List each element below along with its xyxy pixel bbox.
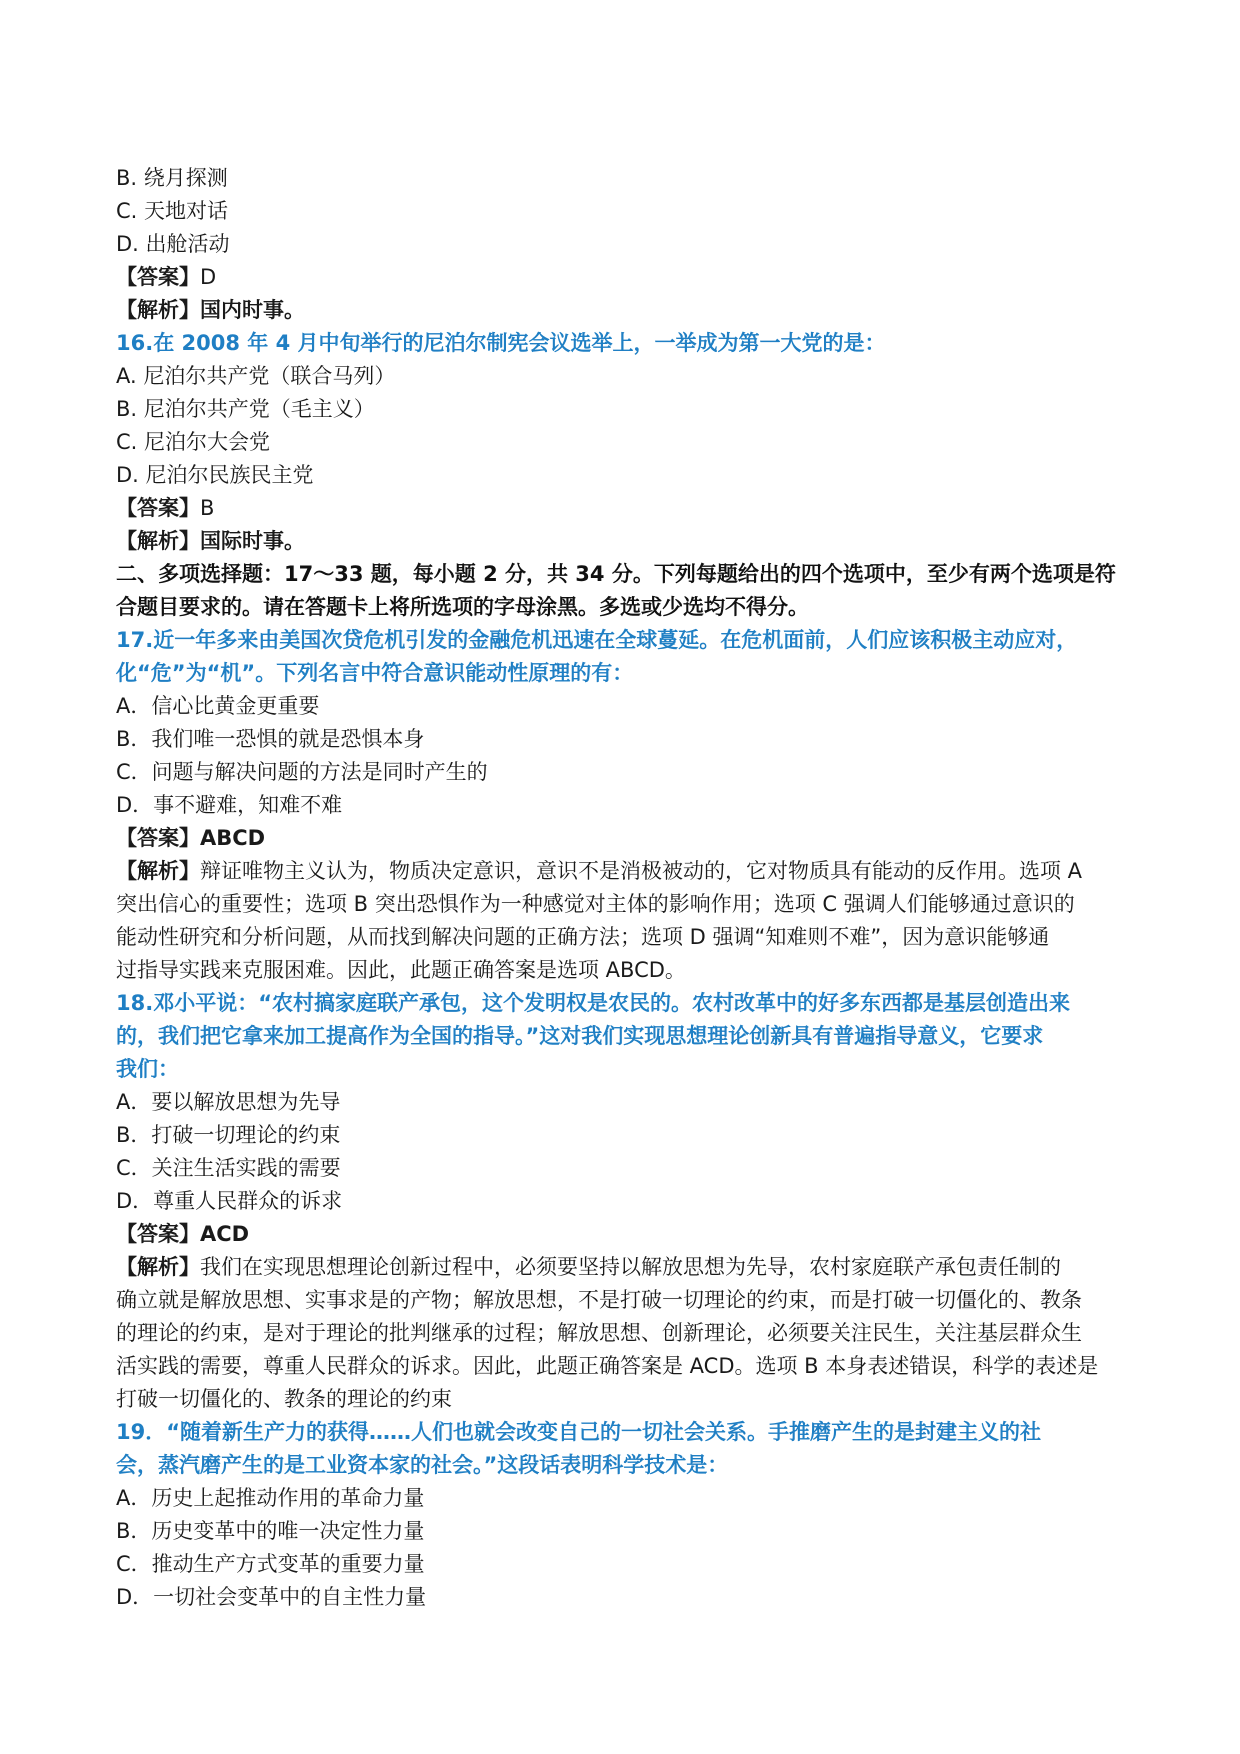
q17-option-a: A．信心比黄金更重要	[116, 694, 320, 718]
q16-question: 16.在 2008 年 4 月中旬举行的尼泊尔制宪会议选举上，一举成为第一大党的是：	[116, 331, 886, 355]
q19-question-line1: 19．“随着新生产力的获得……人们也就会改变自己的一切社会关系。手推磨产生的是封建主义的社	[116, 1420, 1042, 1444]
q17-answer	[116, 822, 1134, 855]
q18-analysis-line1	[116, 1251, 1134, 1284]
q17-option-b: B．我们唯一恐惧的就是恐惧本身	[116, 727, 425, 751]
q19-option-c: C．推动生产方式变革的重要力量	[116, 1552, 425, 1576]
analysis-text: 辩证唯物主义认为，物质决定意识，意识不是消极被动的，它对物质具有能动的反作用。选项 A	[200, 859, 1083, 883]
q16-answer	[116, 492, 1134, 525]
q18-question-line3: 我们：	[116, 1057, 179, 1081]
q16-option-b: B. 尼泊尔共产党（毛主义）	[116, 397, 375, 421]
q18-analysis-line2: 确立就是解放思想、实事求是的产物；解放思想，不是打破一切理论的约束，而是打破一切僵化的、教条	[116, 1288, 1082, 1312]
q17-question-line1: 17.近一年多来由美国次贷危机引发的金融危机迅速在全球蔓延。在危机面前，人们应该积极主动应对，	[116, 628, 1078, 652]
q19-option-b: B．历史变革中的唯一决定性力量	[116, 1519, 425, 1543]
document-page	[116, 162, 1134, 1614]
analysis-label: 【解析】	[116, 1255, 200, 1279]
q17-question-line2: 化“危”为“机”。下列名言中符合意识能动性原理的有：	[116, 661, 634, 685]
q17-analysis-line4: 过指导实践来克服困难。因此，此题正确答案是选项 ABCD。	[116, 958, 686, 982]
q15-option-d: D. 出舱活动	[116, 232, 230, 256]
q16-analysis	[116, 525, 1134, 558]
q17-option-d: D．事不避难，知难不难	[116, 793, 343, 817]
analysis-text: 国内时事。	[200, 298, 305, 322]
q18-option-c: C．关注生活实践的需要	[116, 1156, 341, 1180]
analysis-label: 【解析】	[116, 859, 200, 883]
q18-analysis-line3: 的理论的约束，是对于理论的批判继承的过程；解放思想、创新理论，必须要关注民生，关注基层群众生	[116, 1321, 1082, 1345]
analysis-text: 我们在实现思想理论创新过程中，必须要坚持以解放思想为先导，农村家庭联产承包责任制的	[200, 1255, 1061, 1279]
q19-option-d: D．一切社会变革中的自主性力量	[116, 1585, 427, 1609]
q15-analysis	[116, 294, 1134, 327]
answer-label: 【答案】	[116, 496, 200, 520]
q18-answer	[116, 1218, 1134, 1251]
section2-heading-line1: 二、多项选择题：17～33 题，每小题 2 分，共 34 分。下列每题给出的四个选项中，至少有两个选项是符	[116, 562, 1116, 586]
analysis-text: 国际时事。	[200, 529, 305, 553]
analysis-label: 【解析】	[116, 298, 200, 322]
q18-option-a: A．要以解放思想为先导	[116, 1090, 341, 1114]
answer-label: 【答案】	[116, 265, 200, 289]
q18-question-line2: 的，我们把它拿来加工提高作为全国的指导。”这对我们实现思想理论创新具有普遍指导意义，它要求	[116, 1024, 1044, 1048]
q15-answer	[116, 261, 1134, 294]
answer-label: 【答案】	[116, 826, 200, 850]
q18-analysis-line5: 打破一切僵化的、教条的理论的约束	[116, 1387, 452, 1411]
answer-label: 【答案】	[116, 1222, 200, 1246]
q19-option-a: A．历史上起推动作用的革命力量	[116, 1486, 425, 1510]
q19-question-line2: 会，蒸汽磨产生的是工业资本家的社会。”这段话表明科学技术是：	[116, 1453, 729, 1477]
q17-analysis-line3: 能动性研究和分析问题，从而找到解决问题的正确方法；选项 D 强调“知难则不难”，因为意识能够通	[116, 925, 1050, 949]
q18-option-b: B．打破一切理论的约束	[116, 1123, 341, 1147]
analysis-label: 【解析】	[116, 529, 200, 553]
section2-heading-line2: 合题目要求的。请在答题卡上将所选项的字母涂黑。多选或少选均不得分。	[116, 595, 809, 619]
q18-analysis-line4: 活实践的需要，尊重人民群众的诉求。因此，此题正确答案是 ACD。选项 B 本身表述错误，科学的表述是	[116, 1354, 1099, 1378]
answer-value: B	[200, 496, 215, 520]
q18-question-line1: 18.邓小平说：“农村搞家庭联产承包，这个发明权是农民的。农村改革中的好多东西都是基层创造出来	[116, 991, 1070, 1015]
q17-analysis-line2: 突出信心的重要性；选项 B 突出恐惧作为一种感觉对主体的影响作用；选项 C 强调人们能够通过意识的	[116, 892, 1075, 916]
q16-option-a: A. 尼泊尔共产党（联合马列）	[116, 364, 396, 388]
q16-option-c: C. 尼泊尔大会党	[116, 430, 271, 454]
q15-option-b: B. 绕月探测	[116, 166, 228, 190]
answer-value: ABCD	[200, 826, 266, 850]
q17-option-c: C．问题与解决问题的方法是同时产生的	[116, 760, 488, 784]
answer-value: D	[200, 265, 217, 289]
answer-value: ACD	[200, 1222, 250, 1246]
q16-option-d: D. 尼泊尔民族民主党	[116, 463, 314, 487]
q17-analysis-line1	[116, 855, 1134, 888]
q15-option-c: C. 天地对话	[116, 199, 229, 223]
q18-option-d: D．尊重人民群众的诉求	[116, 1189, 343, 1213]
